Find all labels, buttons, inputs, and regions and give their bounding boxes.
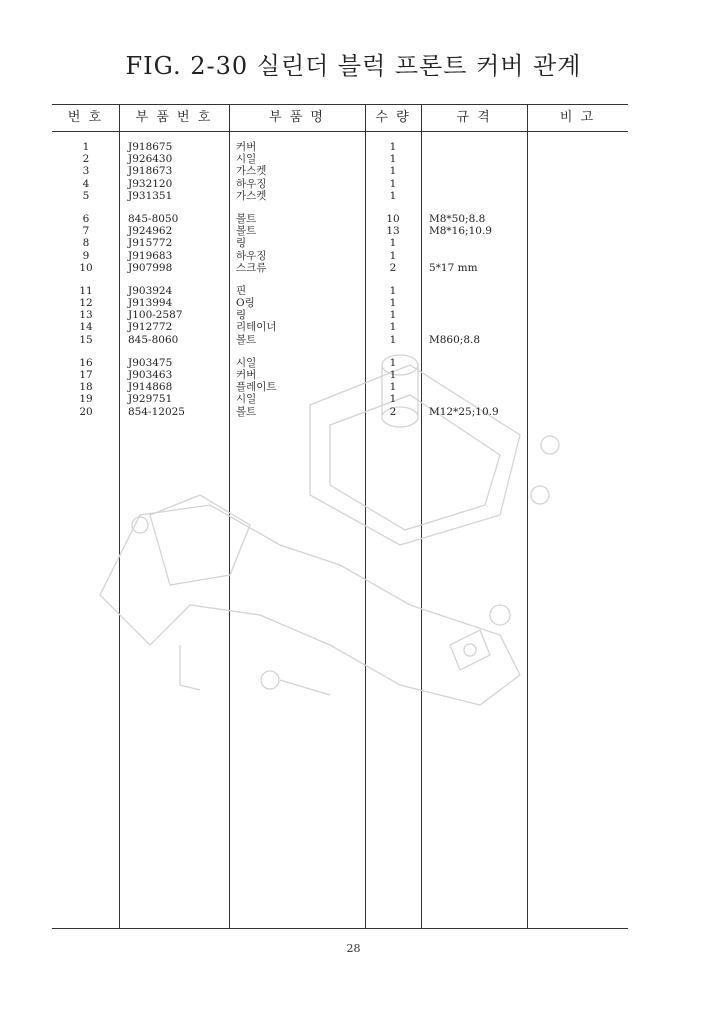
row-qty: 1 <box>389 321 397 334</box>
row-part-no: J907998 <box>128 261 173 274</box>
row-qty: 1 <box>389 309 397 322</box>
row-qty: 1 <box>389 356 397 369</box>
row-spec: M12*25;10.9 <box>429 405 499 418</box>
row-no: 17 <box>79 369 93 381</box>
row-qty: 1 <box>389 177 397 190</box>
row-no: 9 <box>82 249 90 262</box>
row-part-no: J100-2587 <box>128 309 183 322</box>
header-spec: 규 격 <box>456 110 492 125</box>
table-row <box>52 285 628 297</box>
row-part-name: O링 <box>236 297 255 310</box>
row-part-name: 볼트 <box>236 212 257 225</box>
row-part-no: J932120 <box>128 177 173 190</box>
row-part-name: 하우징 <box>236 177 267 190</box>
row-qty: 1 <box>389 249 397 262</box>
row-part-no: 854-12025 <box>128 405 185 418</box>
row-part-name: 스크류 <box>236 261 267 274</box>
table-row <box>52 393 628 405</box>
table-row <box>52 213 628 225</box>
header-part-no: 부 품 번 호 <box>135 110 213 125</box>
row-no: 14 <box>79 321 93 334</box>
row-qty: 1 <box>389 165 397 178</box>
table-row <box>52 250 628 262</box>
row-qty: 1 <box>389 284 397 297</box>
row-part-name: 볼트 <box>236 225 257 238</box>
table-row <box>52 297 628 309</box>
row-part-no: J931351 <box>128 189 173 202</box>
row-part-name: 시일 <box>236 393 257 406</box>
table-top-rule <box>52 104 628 105</box>
row-qty: 2 <box>389 405 397 418</box>
row-no: 16 <box>79 356 93 369</box>
row-no: 13 <box>79 309 93 322</box>
row-no: 8 <box>82 237 90 250</box>
row-no: 3 <box>82 165 90 178</box>
table-row <box>52 178 628 190</box>
row-qty: 10 <box>386 212 400 225</box>
row-part-no: J919683 <box>128 249 173 262</box>
row-part-no: J926430 <box>128 153 173 166</box>
row-part-name: 커버 <box>236 141 257 153</box>
row-part-name: 시일 <box>236 356 257 369</box>
row-part-no: 845-8060 <box>128 333 179 346</box>
row-no: 6 <box>82 212 90 225</box>
table-row <box>52 153 628 165</box>
row-no: 12 <box>79 297 93 310</box>
row-spec: M860;8.8 <box>429 333 481 346</box>
row-qty: 13 <box>386 225 400 238</box>
header-no: 번 호 <box>67 110 104 125</box>
row-no: 11 <box>79 284 93 297</box>
row-part-name: 볼트 <box>236 405 257 418</box>
row-part-no: J929751 <box>128 393 173 406</box>
row-part-no: J924962 <box>128 225 173 238</box>
row-part-name: 볼트 <box>236 333 257 346</box>
row-part-no: J903463 <box>128 369 173 381</box>
table-row <box>52 165 628 177</box>
row-no: 4 <box>82 177 90 190</box>
table-row <box>52 225 628 237</box>
table-row <box>52 381 628 393</box>
row-spec: M8*50;8.8 <box>429 212 486 225</box>
row-part-name: 시일 <box>236 153 257 166</box>
row-part-no: J903475 <box>128 356 173 369</box>
row-qty: 1 <box>389 189 397 202</box>
header-qty: 수 량 <box>375 110 411 125</box>
table-row <box>52 334 628 346</box>
row-part-name: 리테이너 <box>236 321 277 334</box>
row-part-no: J914868 <box>128 381 173 394</box>
row-part-no: J903924 <box>128 284 173 297</box>
page-title: FIG. 2-30 실린더 블럭 프론트 커버 관계 <box>125 52 582 80</box>
row-spec: M8*16;10.9 <box>429 225 492 238</box>
row-qty: 2 <box>389 261 397 274</box>
table-row <box>52 262 628 274</box>
row-no: 10 <box>79 261 93 274</box>
row-no: 18 <box>79 381 93 394</box>
row-qty: 1 <box>389 297 397 310</box>
table-row <box>52 309 628 321</box>
row-no: 15 <box>79 333 93 346</box>
row-part-name: 가스켓 <box>236 165 267 178</box>
row-qty: 1 <box>389 333 397 346</box>
row-part-name: 플레이트 <box>236 381 277 394</box>
table-row <box>52 190 628 202</box>
row-qty: 1 <box>389 237 397 250</box>
row-part-name: 가스켓 <box>236 189 267 202</box>
row-part-no: J918673 <box>128 165 173 178</box>
row-qty: 1 <box>389 153 397 166</box>
row-qty: 1 <box>389 141 397 153</box>
row-part-name: 링 <box>236 237 247 250</box>
row-no: 19 <box>79 393 93 406</box>
row-part-name: 커버 <box>236 369 257 381</box>
row-part-no: J912772 <box>128 321 173 334</box>
page-number: 28 <box>346 942 361 955</box>
row-spec: 5*17 mm <box>429 261 478 274</box>
row-no: 20 <box>79 405 93 418</box>
table-row <box>52 357 628 369</box>
row-no: 1 <box>82 141 90 153</box>
parts-list <box>52 141 628 418</box>
row-qty: 1 <box>389 381 397 394</box>
row-part-no: J918675 <box>128 141 173 153</box>
table-row <box>52 237 628 249</box>
table-row <box>52 321 628 333</box>
row-part-name: 핀 <box>236 284 247 297</box>
row-qty: 1 <box>389 369 397 381</box>
header-part-name: 부 품 명 <box>269 110 325 125</box>
row-part-name: 하우징 <box>236 249 267 262</box>
row-no: 5 <box>82 189 90 202</box>
table-row <box>52 406 628 418</box>
row-part-name: 링 <box>236 309 247 322</box>
row-part-no: 845-8050 <box>128 212 179 225</box>
header-remarks: 비 고 <box>559 110 596 125</box>
table-row <box>52 369 628 381</box>
table-row <box>52 141 628 153</box>
row-part-no: J915772 <box>128 237 173 250</box>
row-qty: 1 <box>389 393 397 406</box>
table-bottom-rule <box>52 928 628 929</box>
row-no: 2 <box>82 153 90 166</box>
table-header-rule <box>52 131 628 132</box>
row-no: 7 <box>82 225 90 238</box>
row-part-no: J913994 <box>128 297 173 310</box>
